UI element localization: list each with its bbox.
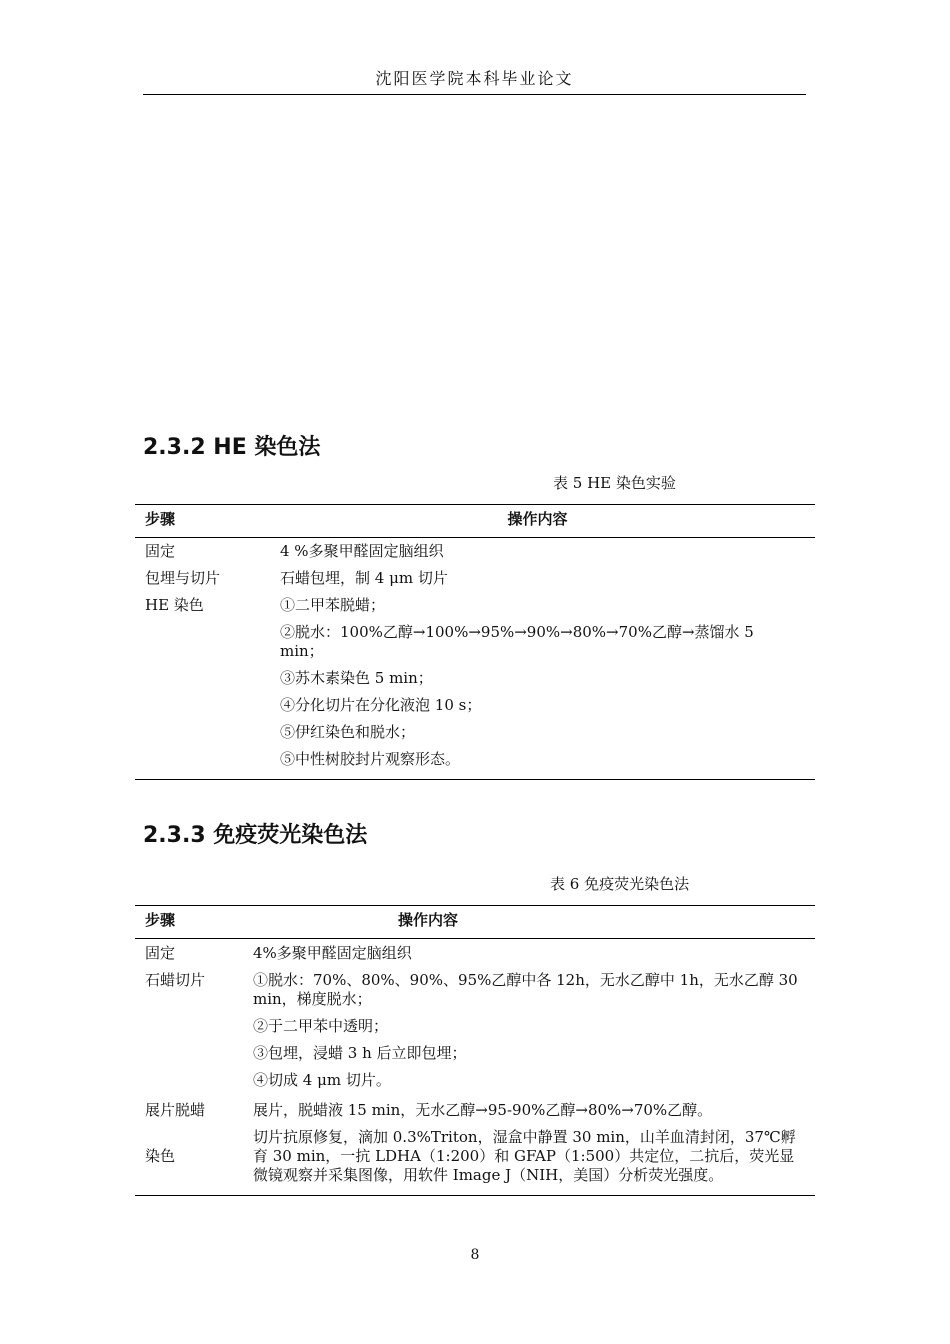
table-row [135,966,815,1012]
step-cell [135,745,260,780]
page-number: 8 [470,1247,480,1263]
section-heading-if: 2.3.3 免疫荧光染色法 [143,823,368,848]
step-cell [135,1066,243,1093]
table-row [135,1093,815,1123]
column-header-content: 操作内容 [260,505,815,538]
content-cell: ③苏木素染色 5 min； [280,669,433,687]
he-staining-table [135,504,815,780]
table-row [135,1012,815,1039]
table-caption-5: 表 5 HE 染色实验 [553,474,676,492]
step-cell [135,618,260,664]
table-row [135,538,815,565]
table-row [135,1123,815,1196]
table-row [135,691,815,718]
content-cell: 4 %多聚甲醛固定脑组织 [280,542,444,560]
step-cell: 石蜡切片 [145,971,206,989]
column-header-step: 步骤 [135,505,260,538]
table-row [135,591,815,618]
step-cell [135,1012,243,1039]
step-cell [135,1039,243,1066]
content-cell: ④切成 4 μm 切片。 [253,1071,391,1089]
table-row [135,1066,815,1093]
table-row [135,939,815,967]
content-cell: 切片抗原修复，滴加 0.3%Triton，湿盒中静置 30 min，山羊血清封闭，37℃孵育 30 min，一抗 LDHA（1:200）和 GFAP（1:500）共定位，二抗后，荧光显微镜观察并采集图像，用软件 Image J（NIH，美国）分析荧光强度。 [253,1128,796,1184]
content-cell: ①二甲苯脱蜡； [280,596,386,614]
step-cell: 染色 [145,1147,176,1165]
content-cell: 4%多聚甲醛固定脑组织 [253,944,412,962]
step-cell [135,691,260,718]
page-header: 沈阳医学院本科毕业论文 [143,66,806,95]
content-cell: ⑤伊红染色和脱水； [280,723,416,741]
content-cell: ②脱水：100%乙醇→100%→95%→90%→80%→70%乙醇→蒸馏水 5 min； [280,623,754,660]
column-header-step: 步骤 [135,906,243,939]
step-cell [135,718,260,745]
content-cell: 展片，脱蜡液 15 min，无水乙醇→95-90%乙醇→80%→70%乙醇。 [253,1101,713,1119]
content-cell: ③包埋，浸蜡 3 h 后立即包埋； [253,1044,467,1062]
content-cell: ④分化切片在分化液泡 10 s； [280,696,482,714]
table-row [135,664,815,691]
step-cell: 固定 [145,542,176,560]
table-row [135,745,815,780]
table-header-row [135,906,815,939]
step-cell: 固定 [145,944,176,962]
content-cell: ⑤中性树胶封片观察形态。 [280,750,461,768]
table-header-row [135,505,815,538]
content-cell: ①脱水：70%、80%、90%、95%乙醇中各 12h，无水乙醇中 1h，无水乙醇 30 min，梯度脱水； [253,971,798,1008]
table-row [135,564,815,591]
content-cell: 石蜡包埋，制 4 μm 切片 [280,569,448,587]
step-cell [135,664,260,691]
section-heading-he: 2.3.2 HE 染色法 [143,435,321,460]
step-cell: 包埋与切片 [145,569,221,587]
table-row [135,618,815,664]
step-cell: HE 染色 [145,596,204,614]
table-row [135,1039,815,1066]
content-cell: ②于二甲苯中透明； [253,1017,389,1035]
step-cell: 展片脱蜡 [145,1101,206,1119]
table-caption-6: 表 6 免疫荧光染色法 [550,875,690,893]
if-staining-table [135,905,815,1196]
column-header-content: 操作内容 [243,906,815,939]
table-row [135,718,815,745]
